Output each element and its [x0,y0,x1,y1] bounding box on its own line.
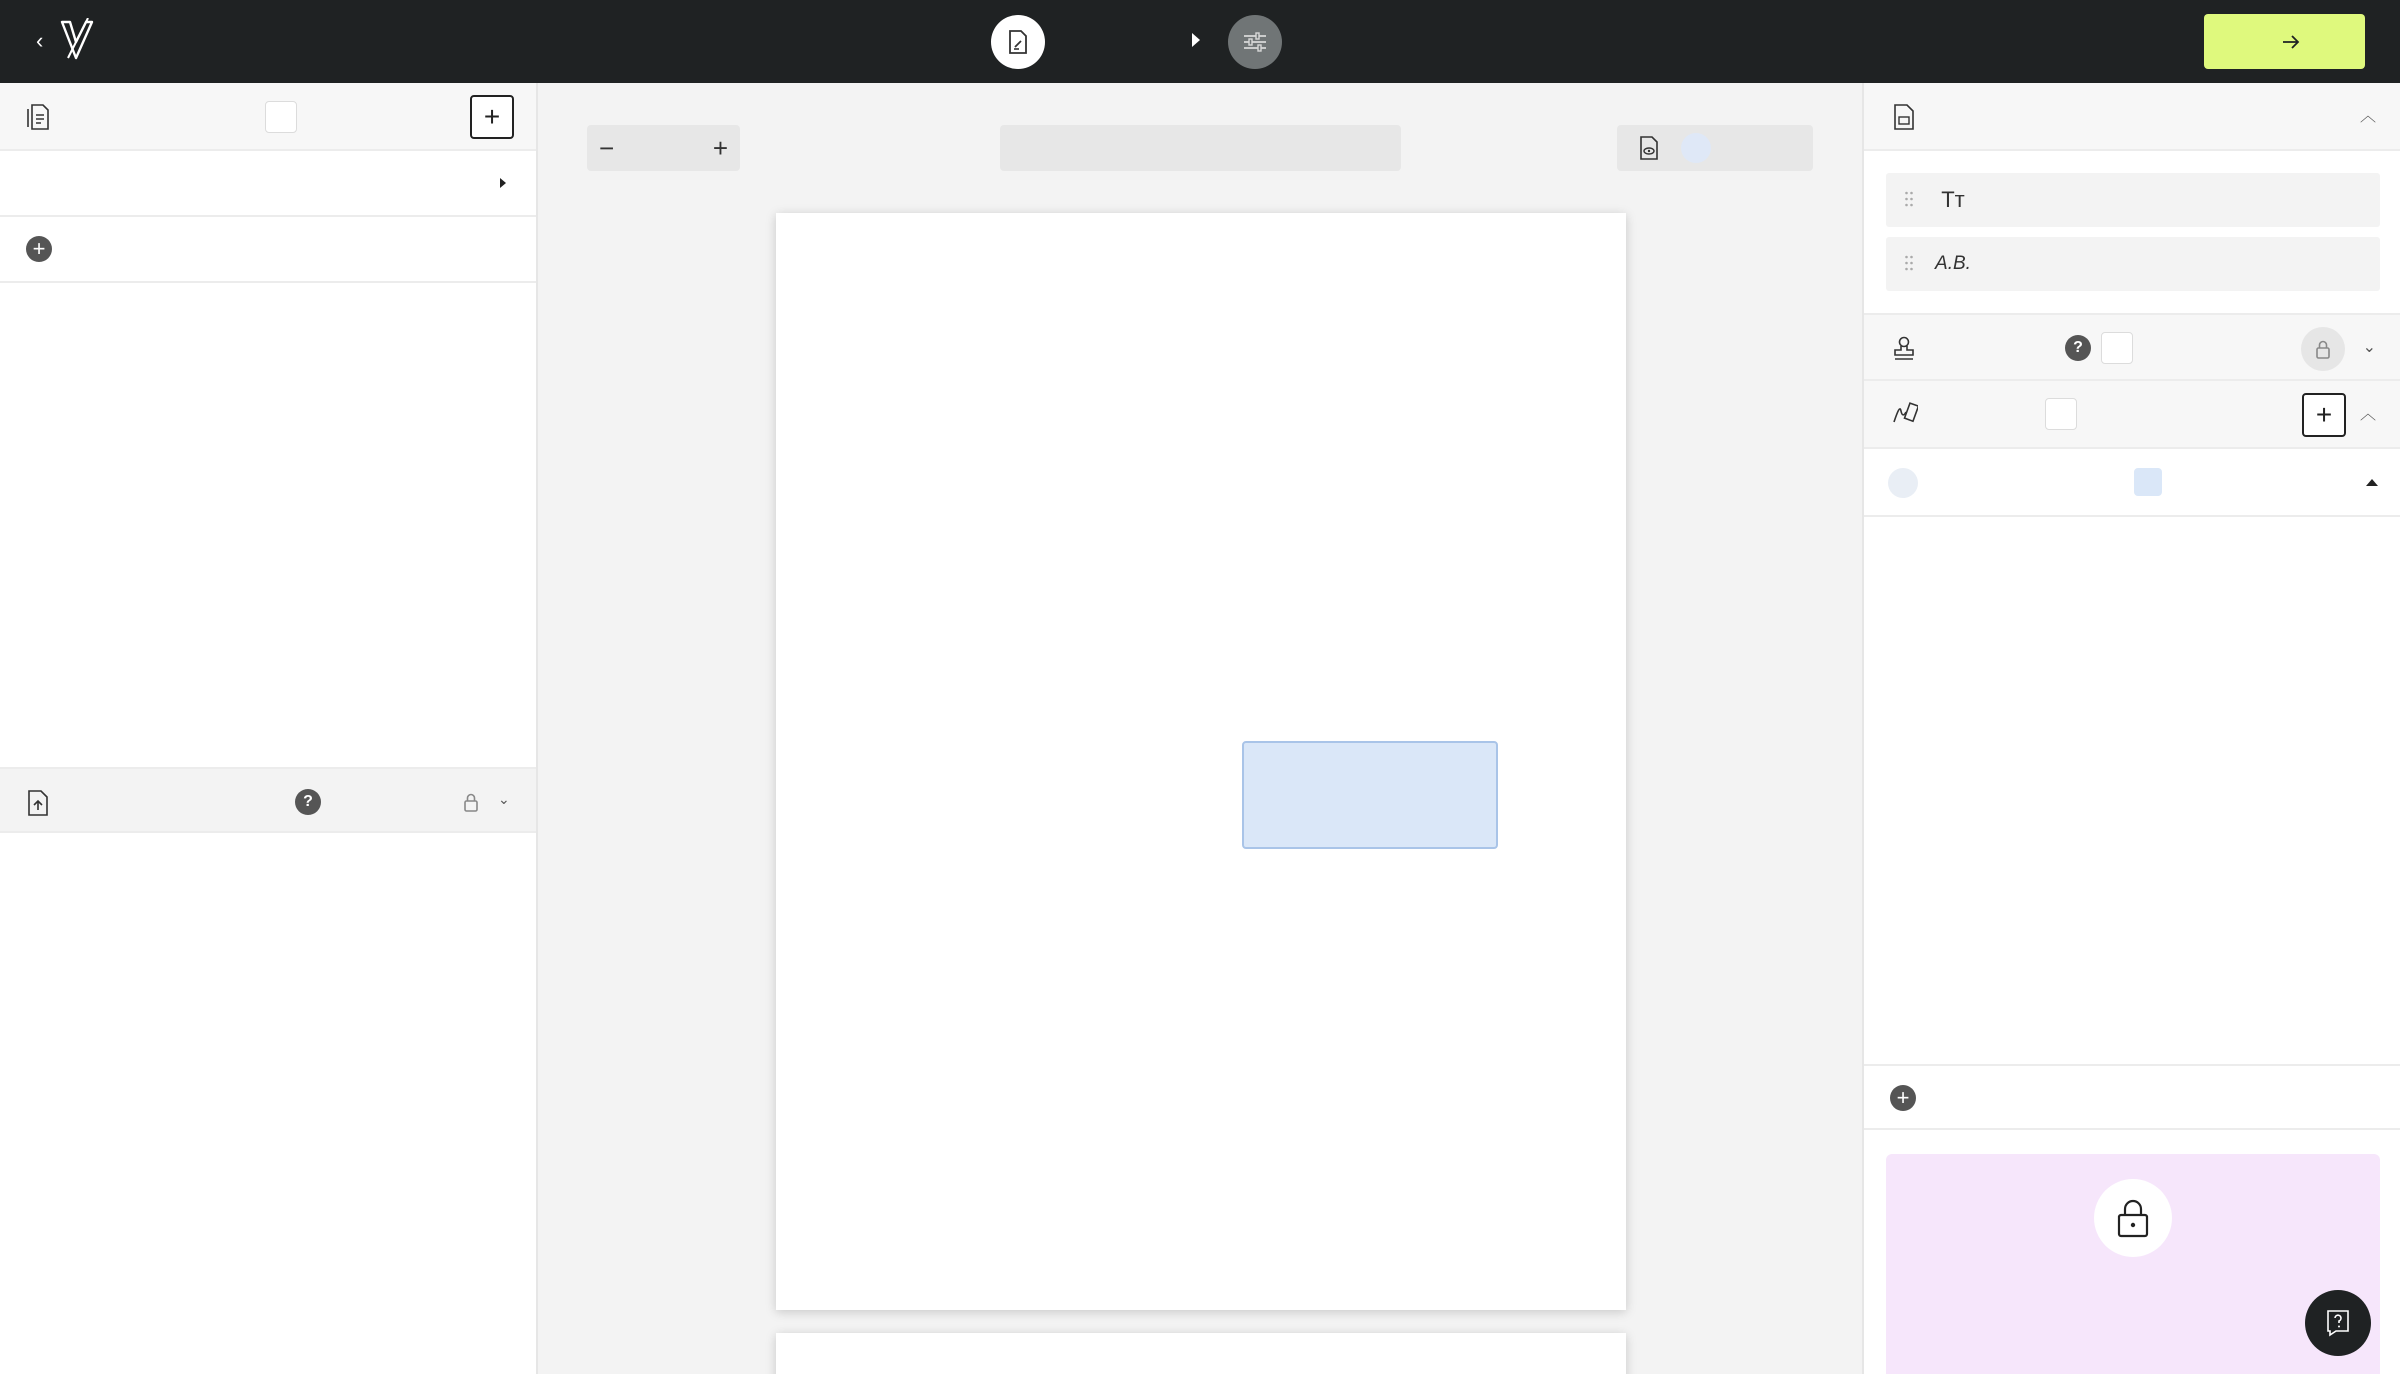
signers-count [2045,398,2077,430]
avatar [1888,468,1918,498]
documents-to-collect-header[interactable] [0,767,536,833]
step-parametres[interactable] [1228,15,1294,69]
help-chat-button[interactable] [2305,1290,2371,1356]
zoom-out-icon[interactable]: − [599,132,615,163]
arrow-right-icon [2282,35,2300,49]
text-readonly-icon: Tт [1941,187,1965,212]
document-page-next [776,1333,1626,1374]
add-signer-row[interactable] [1864,1064,2400,1130]
right-panel [1862,83,2400,1374]
signer-field-count [2134,468,2162,496]
lock-icon [463,792,479,812]
document-fields-icon [1892,103,1916,131]
top-bar [0,0,2400,83]
caret-right-icon[interactable] [500,178,506,188]
initials-icon: A.B. [1935,253,1971,274]
zoom-control [587,125,740,171]
left-panel [0,83,538,1374]
signer-row[interactable] [1864,449,2400,517]
next-button[interactable] [2204,14,2365,69]
add-signer-button[interactable]: + [2302,393,2346,437]
signature-field[interactable] [1242,741,1498,849]
documents-to-send-count [265,101,297,133]
add-documents-row[interactable] [0,217,536,283]
approvers-count [2101,332,2133,364]
field-readonly-text[interactable] [1886,173,2380,227]
documents-icon [26,103,50,131]
chevron-down-icon[interactable]: ⌄ [2362,339,2376,356]
plus-circle-icon: + [26,236,52,262]
chevron-up-icon[interactable]: ︿ [2359,406,2376,423]
fields-header[interactable] [1864,83,2400,151]
document-upload-icon [26,789,50,817]
plus-circle-icon: + [1890,1085,1916,1111]
document-list-item[interactable] [0,151,536,217]
drag-handle-icon[interactable] [1904,189,1914,209]
help-icon[interactable]: ? [2065,335,2091,361]
document-selector[interactable] [1000,125,1401,171]
upgrade-promo [1886,1154,2380,1374]
field-initials[interactable] [1886,237,2380,291]
chevron-up-icon[interactable]: ︿ [2359,108,2376,125]
caret-up-icon[interactable] [2366,479,2378,486]
document-eye-icon [1637,135,1661,161]
sliders-icon [1228,15,1282,69]
drag-handle-icon[interactable] [1904,253,1914,273]
help-icon[interactable]: ? [295,789,321,815]
documents-to-send-header [0,83,536,151]
question-chat-icon [2325,1309,2351,1337]
add-document-button[interactable]: + [470,95,514,139]
stamp-icon [1892,335,1916,361]
back-arrow-icon[interactable]: ‹ [36,28,44,53]
avatar [1681,133,1711,163]
document-page [776,213,1626,1310]
zoom-in-icon[interactable]: + [712,132,728,163]
step-preparation[interactable] [991,15,1057,69]
approvers-header[interactable] [1864,313,2400,381]
step-arrow-icon [1192,33,1200,47]
lock-icon [2301,327,2345,371]
chevron-down-icon[interactable]: ⌄ [498,791,510,807]
signature-pen-icon [1892,402,1918,426]
visible-by-button[interactable] [1617,125,1813,171]
lock-icon [2094,1179,2172,1257]
document-viewer [540,83,1862,1374]
signers-header[interactable] [1864,381,2400,449]
document-edit-icon [991,15,1045,69]
yousign-logo-icon [58,18,94,62]
